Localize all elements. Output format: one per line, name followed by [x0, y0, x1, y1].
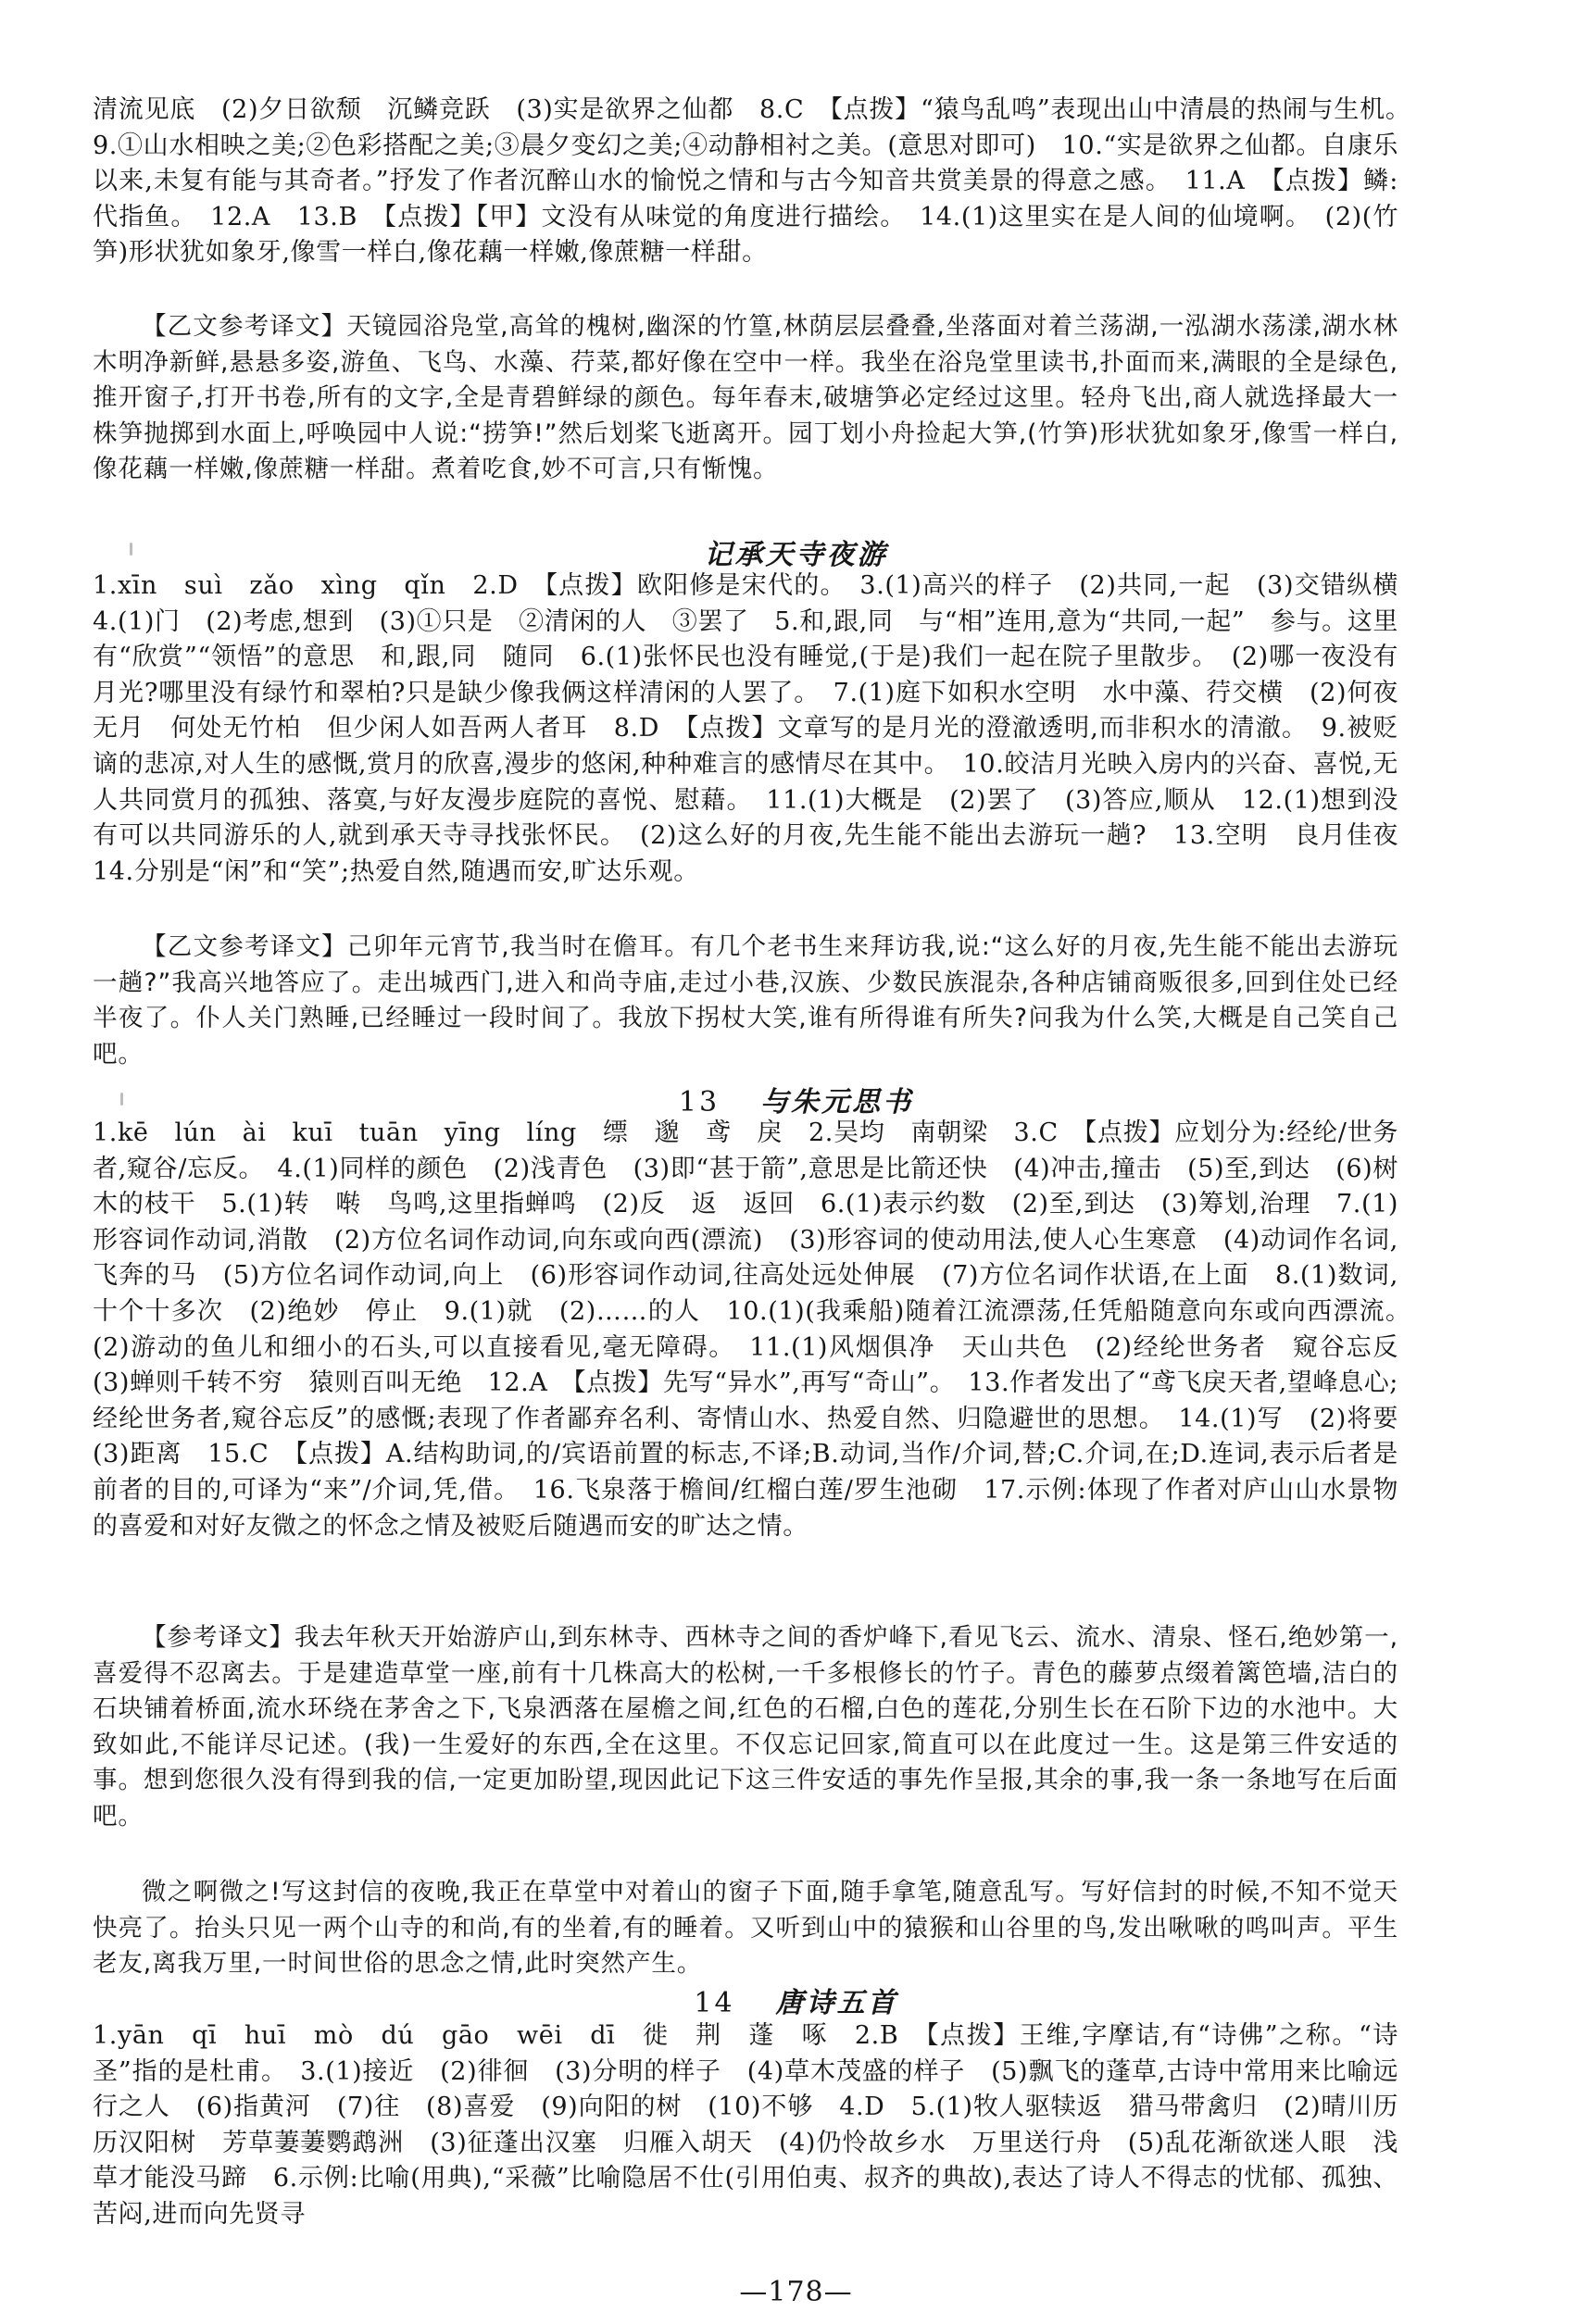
answer-paragraph-chengtiansi: 1.xīn suì zǎo xìng qǐn 2.D 【点拨】欧阳修是宋代的。 3.(1)高兴的样子 (2)共同,一起 (3)交错纵横 4.(1)门 (2)考虑,想到 (3)①只是 ②清闲的人 ③罢了 5.和,跟,同 与“相”连用,意为“共同,一起” 参与。这里有“欣赏”“领悟”的意思 和,跟,同 随同 6.(1)张怀民也没有睡觉,(于是)我们一起在院子里散步。 (2)哪一夜没有月光?哪里没有绿竹和翠柏?只是缺少像我俩这样清闲的人罢了。 7.(1)庭下如积水空明 水中藻、荇交横 (2)何夜无月 何处无竹柏 但少闲人如吾两人者耳 8.D 【点拨】文章写的是月光的澄澈透明,而非积水的清澈。 9.被贬谪的悲凉,对人生的感慨,赏月的欣喜,漫步的悠闲,种种难言的感情尽在其中。 10.皎洁月光映入房内的兴奋、喜悦,无人共同赏月的孤独、落寞,与好友漫步庭院的喜悦、慰藉。 11.(1)大概是 (2)罢了 (3)答应,顺从 12.(1)想到没有可以共同游乐的人,就到承天寺寻找张怀民。 (2)这么好的月夜,先生能不能出去游玩一趟? 13.空明 良月佳夜 14.分别是“闲”和“笑”;热爱自然,随遇而安,旷达乐观。: [93, 571, 1424, 886]
section-title: 记承天寺夜游: [704, 539, 888, 571]
section-heading-13: [0, 1079, 1592, 1119]
answer-paragraph-cont: 清流见底 (2)夕日欲颓 沉鳞竞跃 (3)实是欲界之仙都 8.C 【点拨】“猿鸟乱鸣”表现出山中清晨的热闹与生机。 9.①山水相映之美;②色彩搭配之美;③晨夕变幻之美;④动静相衬之美。(意思对即可) 10.“实是欲界之仙都。自康乐以来,未复有能与其奇者。”抒发了作者沉醉山水的愉悦之情和与古今知音共赏美景的得意之感。 11.A 【点拨】鳞:代指鱼。 12.A 13.B 【点拨】【甲】文没有从味觉的角度进行描绘。 14.(1)这里实在是人间的仙境啊。 (2)(竹笋)形状犹如象牙,像雪一样白,像花藕一样嫩,像蔗糖一样甜。: [93, 95, 1424, 268]
translation-paragraph-13-1: 【参考译文】我去年秋天开始游庐山,到东林寺、西林寺之间的香炉峰下,看见飞云、流水、清泉、怪石,绝妙第一,喜爱得不忍离去。于是建造草堂一座,前有十几株高大的松树,一千多根修长的竹子。青色的藤萝点缀着篱笆墙,洁白的石块铺着桥面,流水环绕在茅舍之下,飞泉洒落在屋檐之间,红色的石榴,白色的莲花,分别生长在石阶下边的水池中。大致如此,不能详尽记述。(我)一生爱好的东西,全在这里。不仅忘记回家,简直可以在此度过一生。这是第三件安适的事。想到您很久没有得到我的信,一定更加盼望,现因此记下这三件安适的事先作呈报,其余的事,我一条一条地写在后面吧。: [93, 1623, 1398, 1830]
scan-smudge: [120, 1093, 123, 1106]
translation-paragraph-yi-2: 【乙文参考译文】己卯年元宵节,我当时在儋耳。有几个老书生来拜访我,说:“这么好的月夜,先生能不能出去游玩一趟?”我高兴地答应了。走出城西门,进入和尚寺庙,走过小巷,汉族、少数民族混杂,各种店铺商贩很多,回到住处已经半夜了。仆人关门熟睡,已经睡过一段时间了。我放下拐杖大笑,谁有所得谁有所失?问我为什么笑,大概是自己笑自己吧。: [93, 932, 1398, 1068]
section-title: 与朱元思书: [760, 1086, 914, 1118]
page-number: —178—: [739, 2276, 853, 2308]
translation-paragraph-13-2: 微之啊微之!写这封信的夜晚,我正在草堂中对着山的窗子下面,随手拿笔,随意乱写。写好信封的时候,不知不觉天快亮了。抬头只见一两个山寺的和尚,有的坐着,有的睡着。又听到山中的猿猴和山谷里的鸟,发出啾啾的鸣叫声。平生老友,离我万里,一时间世俗的思念之情,此时突然产生。: [93, 1878, 1398, 1979]
section-number: 13: [678, 1086, 721, 1118]
section-title: 唐诗五首: [775, 1987, 898, 2019]
section-number: 14: [694, 1987, 735, 2019]
section-heading-14: [0, 1980, 1592, 2020]
answer-paragraph-13: 1.kē lún ài kuī tuān yīng líng 缥 邈 鸢 戾 2.吴均 南朝梁 3.C 【点拨】应划分为:经纶/世务者,窥谷/忘反。 4.(1)同样的颜色 (2)浅青色 (3)即“甚于箭”,意思是比箭还快 (4)冲击,撞击 (5)至,到达 (6)树木的枝干 5.(1)转 啭 鸟鸣,这里指蝉鸣 (2)反 返 返回 6.(1)表示约数 (2)至,到达 (3)筹划,治理 7.(1)形容词作动词,消散 (2)方位名词作动词,向东或向西(漂流) (3)形容词的使动用法,使人心生寒意 (4)动词作名词,飞奔的马 (5)方位名词作动词,向上 (6)形容词作动词,往高处远处伸展 (7)方位名词作状语,在上面 8.(1)数词,十个十多次 (2)绝妙 停止 9.(1)就 (2)……的人 10.(1)(我乘船)随着江流漂荡,任凭船随意向东或向西漂流。 (2)游动的鱼儿和细小的石头,可以直接看见,毫无障碍。 11.(1)风烟俱净 天山共色 (2)经纶世务者 窥谷忘反 (3)蝉则千转不穷 猿则百叫无绝 12.A 【点拨】先写“异水”,再写“奇山”。 13.作者发出了“鸢飞戾天者,望峰息心;经纶世务者,窥谷忘反”的感慨;表现了作者鄙弃名利、寄情山水、热爱自然、归隐避世的思想。 14.(1)写 (2)将要 (3)距离 15.C 【点拨】A.结构助词,的/宾语前置的标志,不译;B.动词,当作/介词,替;C.介词,在;D.连词,表示后者是前者的目的,可译为“来”/介词,凭,借。 16.飞泉落于檐间/红榴白莲/罗生池砌 17.示例:体现了作者对庐山山水景物的喜爱和对好友微之的怀念之情及被贬后随遇而安的旷达之情。: [93, 1118, 1424, 1541]
section-heading-chengtiansi: [0, 531, 1592, 572]
translation-paragraph-yi-1: 【乙文参考译文】天镜园浴凫堂,高耸的槐树,幽深的竹篁,林荫层层叠叠,坐落面对着兰荡湖,一泓湖水荡漾,湖水林木明净新鲜,悬悬多姿,游鱼、飞鸟、水藻、荇菜,都好像在空中一样。我坐在浴凫堂里读书,扑面而来,满眼的全是绿色,推开窗子,打开书卷,所有的文字,全是青碧鲜绿的颜色。每年春末,破塘笋必定经过这里。轻舟飞出,商人就选择最大一株笋抛掷到水面上,呼唤园中人说:“捞笋!”然后划桨飞逝离开。园丁划小舟捡起大笋,(竹笋)形状犹如象牙,像雪一样白,像花藕一样嫩,像蔗糖一样甜。煮着吃食,妙不可言,只有惭愧。: [93, 312, 1398, 484]
answer-paragraph-14: 1.yān qī huī mò dú gāo wēi dī 徙 荆 蓬 啄 2.B 【点拨】王维,字摩诘,有“诗佛”之称。“诗圣”指的是杜甫。 3.(1)接近 (2)徘徊 (3)分明的样子 (4)草木茂盛的样子 (5)飘飞的蓬草,古诗中常用来比喻远行之人 (6)指黄河 (7)往 (8)喜爱 (9)向阳的树 (10)不够 4.D 5.(1)牧人驱犊返 猎马带禽归 (2)晴川历历汉阳树 芳草萋萋鹦鹉洲 (3)征蓬出汉塞 归雁入胡天 (4)仍怜故乡水 万里送行舟 (5)乱花渐欲迷人眼 浅草才能没马蹄 6.示例:比喻(用典),“采薇”比喻隐居不仕(引用伯夷、叔齐的典故),表达了诗人不得志的忧郁、孤独、苦闷,进而向先贤寻: [93, 2021, 1398, 2229]
scan-smudge: [130, 543, 132, 556]
